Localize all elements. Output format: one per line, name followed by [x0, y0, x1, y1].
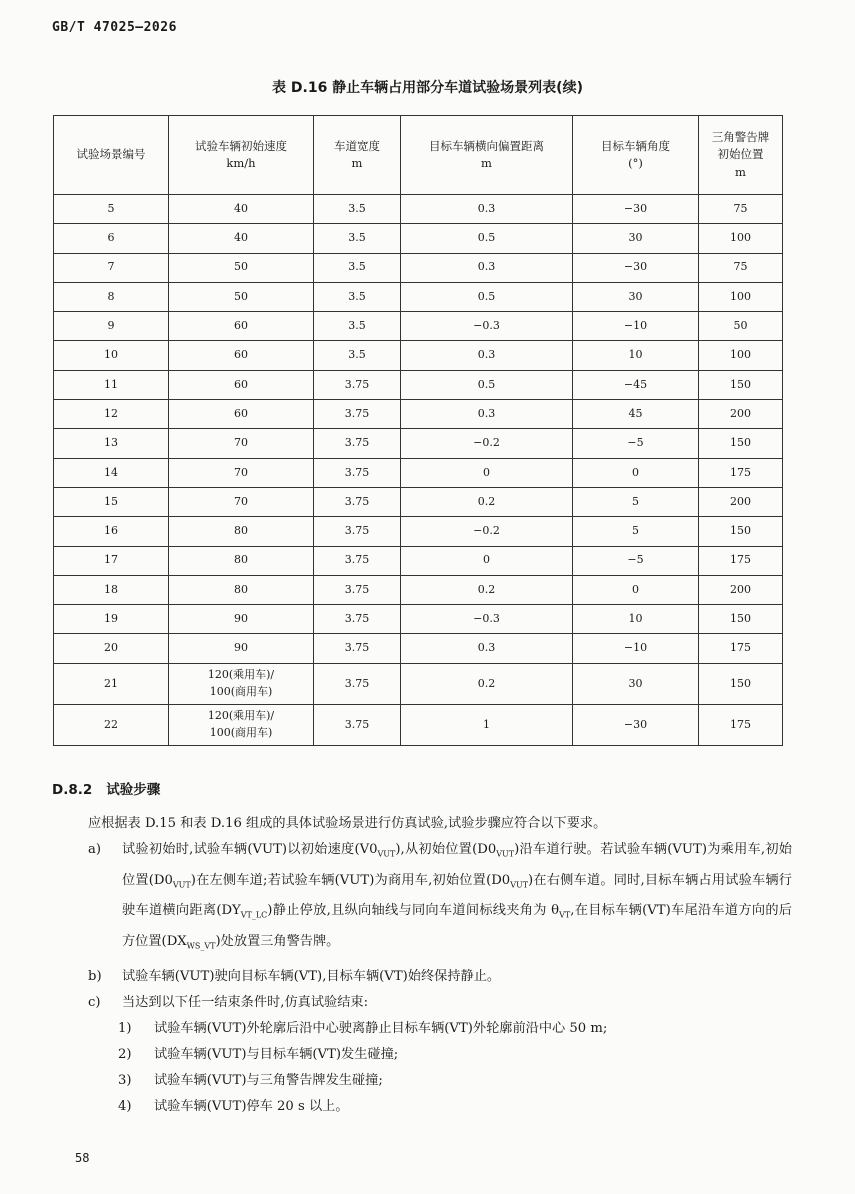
table-cell: 0.2: [401, 663, 573, 704]
table-cell: 150: [699, 429, 783, 458]
table-row: [54, 517, 783, 546]
table-row: [54, 704, 783, 745]
standard-header: GB/T 47025—2026: [52, 20, 177, 35]
item-marker: c): [88, 995, 101, 1010]
item-text: 试验车辆(VUT)驶向目标车辆(VT),目标车辆(VT)始终保持静止。: [122, 969, 501, 984]
column-header: 三角警告牌 初始位置 m: [699, 116, 783, 195]
table-row: [54, 370, 783, 399]
table-cell: 0: [573, 575, 699, 604]
sub-item-2: 2) 试验车辆(VUT)与目标车辆(VT)发生碰撞;: [118, 1047, 399, 1062]
table-cell: 0.2: [401, 575, 573, 604]
table-cell: 0.5: [401, 224, 573, 253]
table-cell: 21: [54, 663, 169, 704]
table-cell: 60: [169, 341, 314, 370]
table-cell: 3.5: [314, 253, 401, 282]
table-cell: 3.75: [314, 517, 401, 546]
table-cell: 3.75: [314, 634, 401, 663]
table-cell: 3.75: [314, 429, 401, 458]
table-cell: 5: [573, 487, 699, 516]
column-header: 试验车辆初始速度 km/h: [169, 116, 314, 195]
table-row: [54, 312, 783, 341]
table-header-row: [54, 116, 783, 195]
table-cell: 200: [699, 575, 783, 604]
table-cell: 0.3: [401, 400, 573, 429]
table-cell: 175: [699, 634, 783, 663]
scenario-table: [53, 115, 783, 746]
table-cell: −30: [573, 195, 699, 224]
section-heading: [52, 778, 160, 798]
table-row: [54, 341, 783, 370]
table-cell: 150: [699, 517, 783, 546]
table-cell: 60: [169, 370, 314, 399]
table-row: [54, 487, 783, 516]
table-cell: 11: [54, 370, 169, 399]
table-cell: 0: [401, 546, 573, 575]
table-cell: 0.3: [401, 634, 573, 663]
table-cell: 6: [54, 224, 169, 253]
column-header: 目标车辆角度 (°): [573, 116, 699, 195]
table-cell: 3.75: [314, 575, 401, 604]
table-cell: 1: [401, 704, 573, 745]
table-cell: 45: [573, 400, 699, 429]
table-cell: 3.75: [314, 370, 401, 399]
table-cell: 0.5: [401, 282, 573, 311]
table-cell: 175: [699, 704, 783, 745]
intro-paragraph: 应根据表 D.15 和表 D.16 组成的具体试验场景进行仿真试验,试验步骤应符合以下要求。: [88, 816, 607, 831]
table-cell: 3.5: [314, 224, 401, 253]
column-header: 试验场景编号: [54, 116, 169, 195]
item-text: 当达到以下任一结束条件时,仿真试验结束:: [122, 995, 369, 1010]
table-cell: 30: [573, 224, 699, 253]
table-row: [54, 282, 783, 311]
table-cell: 18: [54, 575, 169, 604]
table-cell: 12: [54, 400, 169, 429]
table-cell: −5: [573, 546, 699, 575]
table-cell: 3.5: [314, 341, 401, 370]
table-row: [54, 605, 783, 634]
table-cell: 19: [54, 605, 169, 634]
table-cell: 30: [573, 282, 699, 311]
section-number: D.8.2: [52, 782, 93, 798]
table-row: [54, 253, 783, 282]
table-body: [54, 195, 783, 746]
table-cell: 0.2: [401, 487, 573, 516]
table-caption: 表 D.16 静止车辆占用部分车道试验场景列表(续): [272, 80, 583, 96]
table-cell: 40: [169, 195, 314, 224]
table-cell: 0.3: [401, 195, 573, 224]
table-cell: 75: [699, 253, 783, 282]
table-cell: −0.2: [401, 517, 573, 546]
table-cell: −5: [573, 429, 699, 458]
table-cell: 3.5: [314, 312, 401, 341]
table-cell: −30: [573, 704, 699, 745]
column-header: 目标车辆横向偏置距离 m: [401, 116, 573, 195]
table-cell: 20: [54, 634, 169, 663]
table-cell: 120(乘用车)/ 100(商用车): [169, 704, 314, 745]
table-cell: 90: [169, 634, 314, 663]
table-cell: 3.75: [314, 546, 401, 575]
table-cell: 0.3: [401, 341, 573, 370]
table-cell: 200: [699, 400, 783, 429]
table-cell: 175: [699, 458, 783, 487]
table-cell: 5: [573, 517, 699, 546]
table-row: [54, 546, 783, 575]
list-item-b: [52, 964, 792, 990]
table-cell: 80: [169, 517, 314, 546]
table-cell: 80: [169, 575, 314, 604]
sub-item-4: 4) 试验车辆(VUT)停车 20 s 以上。: [118, 1099, 349, 1114]
table-cell: 15: [54, 487, 169, 516]
table-cell: 100: [699, 282, 783, 311]
table-cell: 150: [699, 370, 783, 399]
table-cell: 0: [573, 458, 699, 487]
table-cell: 30: [573, 663, 699, 704]
table-cell: 90: [169, 605, 314, 634]
table-cell: 50: [169, 282, 314, 311]
list-item-c: [52, 990, 792, 1016]
table-row: [54, 458, 783, 487]
table-cell: 10: [573, 605, 699, 634]
table-row: [54, 400, 783, 429]
table-cell: 70: [169, 458, 314, 487]
item-text: 试验初始时,试验车辆(VUT)以初始速度$(V0_{VUT})$,从初始位置$(D0_{VUT})$沿车道行驶。若试验车辆(VUT)为乘用车,初始位置$(D0_{VUT})$在左侧车道;若试验车辆(VUT)为商用车,初始位置$(D0_{VUT})$在右侧车道。同时,目标车辆占用试验车辆行驶车道横向距离$(DY_{VT\_LC})$静止停放,且纵向轴线与同向车道间标线夹角为 $\theta_{VT}$,在目标车辆(VT)车尾沿车道方向的后方位置$(DX_{WS\_VT})$处放置三角警告牌。: [122, 842, 792, 951]
item-marker: a): [88, 842, 102, 857]
table-cell: 3.5: [314, 282, 401, 311]
table-cell: 70: [169, 429, 314, 458]
table-cell: 100: [699, 224, 783, 253]
column-header: 车道宽度 m: [314, 116, 401, 195]
table-cell: 3.75: [314, 458, 401, 487]
table-cell: 75: [699, 195, 783, 224]
table-cell: 0.5: [401, 370, 573, 399]
table-cell: 3.5: [314, 195, 401, 224]
table-cell: 50: [699, 312, 783, 341]
table-cell: 40: [169, 224, 314, 253]
table-cell: 100: [699, 341, 783, 370]
table-cell: −45: [573, 370, 699, 399]
table-cell: −0.3: [401, 605, 573, 634]
section-title: 试验步骤: [106, 782, 161, 798]
table-cell: 3.75: [314, 487, 401, 516]
table-cell: 7: [54, 253, 169, 282]
table-cell: 150: [699, 663, 783, 704]
table-cell: 3.75: [314, 605, 401, 634]
table-cell: 3.75: [314, 663, 401, 704]
table-cell: −30: [573, 253, 699, 282]
table-cell: 175: [699, 546, 783, 575]
table-cell: −0.3: [401, 312, 573, 341]
table-row: [54, 663, 783, 704]
table-cell: 10: [573, 341, 699, 370]
sub-item-1: 1) 试验车辆(VUT)外轮廓后沿中心驶离静止目标车辆(VT)外轮廓前沿中心 50 m;: [118, 1021, 608, 1036]
item-marker: b): [88, 969, 102, 984]
table-cell: 3.75: [314, 704, 401, 745]
table-cell: 60: [169, 312, 314, 341]
table-cell: 17: [54, 546, 169, 575]
table-cell: 5: [54, 195, 169, 224]
table-row: [54, 634, 783, 663]
table-cell: 50: [169, 253, 314, 282]
page-number: 58: [75, 1151, 90, 1165]
table-cell: −10: [573, 634, 699, 663]
table-cell: 0: [401, 458, 573, 487]
table-cell: 10: [54, 341, 169, 370]
table-cell: 200: [699, 487, 783, 516]
table-cell: 60: [169, 400, 314, 429]
table-cell: 16: [54, 517, 169, 546]
table-cell: 120(乘用车)/ 100(商用车): [169, 663, 314, 704]
table-row: [54, 575, 783, 604]
table-cell: 150: [699, 605, 783, 634]
table-cell: 9: [54, 312, 169, 341]
table-cell: 13: [54, 429, 169, 458]
table-row: [54, 195, 783, 224]
list-item-a: [52, 837, 792, 960]
table-cell: 0.3: [401, 253, 573, 282]
table-cell: −10: [573, 312, 699, 341]
table-cell: 14: [54, 458, 169, 487]
sub-item-3: 3) 试验车辆(VUT)与三角警告牌发生碰撞;: [118, 1073, 383, 1088]
table-cell: 3.75: [314, 400, 401, 429]
table-row: [54, 429, 783, 458]
table-cell: 80: [169, 546, 314, 575]
table-cell: 8: [54, 282, 169, 311]
table-cell: −0.2: [401, 429, 573, 458]
table-row: [54, 224, 783, 253]
table-cell: 22: [54, 704, 169, 745]
table-cell: 70: [169, 487, 314, 516]
